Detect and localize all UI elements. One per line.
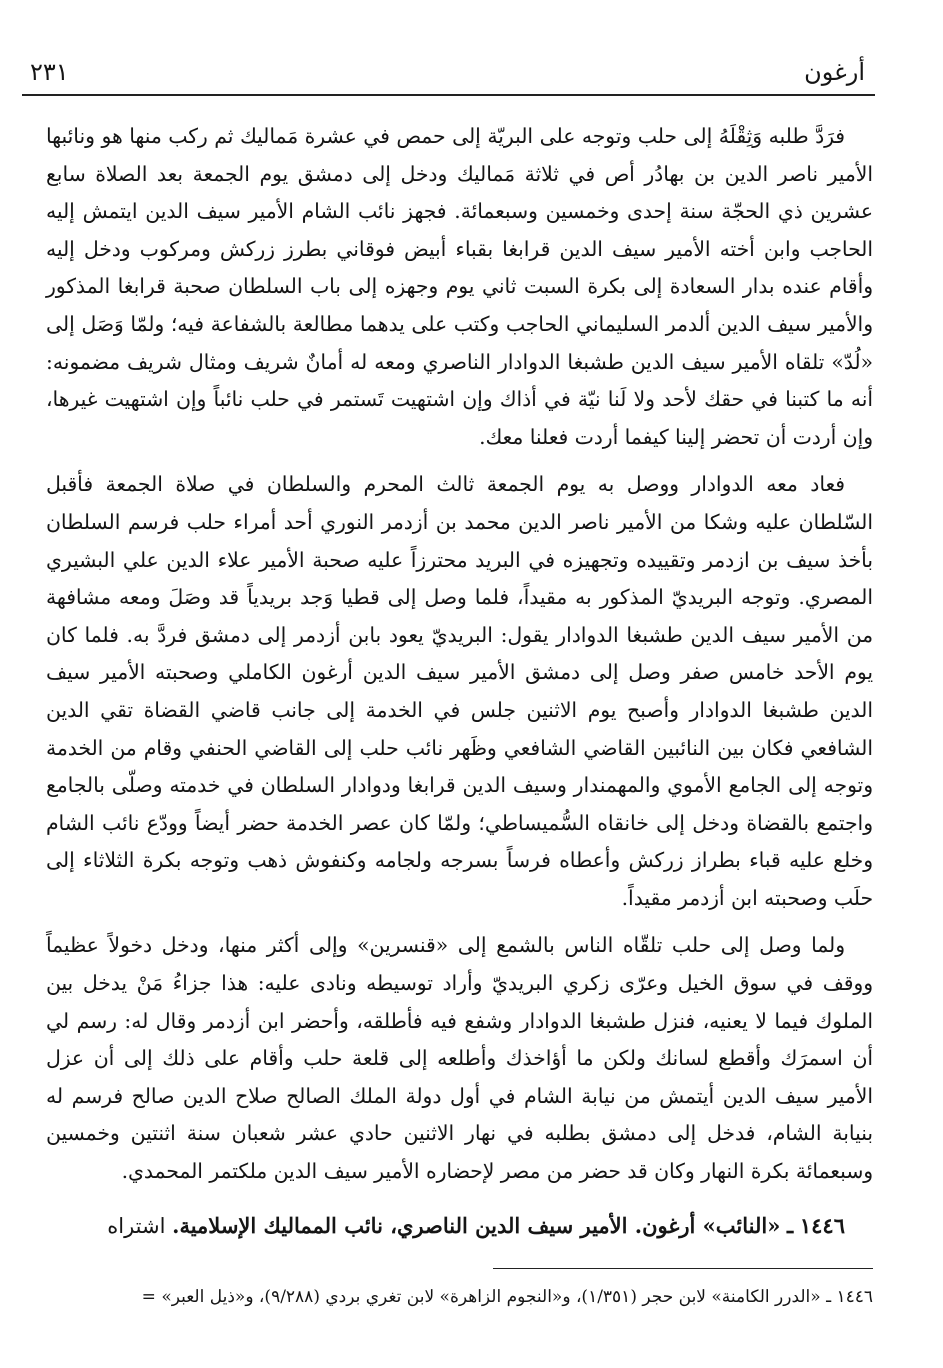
running-title: أرغون	[804, 58, 865, 86]
body-text	[46, 118, 873, 1245]
paragraph-2: فعاد معه الدوادار ووصل به يوم الجمعة ثالث المحرم والسلطان في صلاة الجمعة فأقبل السّلطان عليه وشكا من الأمير ناصر الدين محمد بن أزدمر النوري أحد أمراء حلب فرسم السلطان بأخذ سيف بن ازدمر وتقييده وتجهيزه في البريد محترزاً عليه صحبة الأمير علاء الدين علي البشيري المصري. وتوجه البريديّ المذكور به مقيداً، فلما وصل إلى قطيا وَجد بريدياً قد وصَلَ ومعه مشافهة من الأمير سيف الدين طشبغا الدوادار يقول: البريديّ يعود بابن أزدمر إلى دمشق فردَّ به. فلما كان يوم الأحد خامس صفر وصل إلى دمشق الأمير سيف الدين أرغون الكاملي وصحبته الأمير سيف الدين طشبغا الدوادار وأصبح يوم الاثنين جلس في الخدمة إلى جانب قاضي القضاة تقي الدين الشافعي فكان بين النائبين القاضي الشافعي وظَهر نائب حلب إلى القاضي الحنفي وقام من الخدمة وتوجه إلى الجامع الأموي والمهمندار وسيف الدين قرابغا ودوادار السلطان في خدمته وصلّى بالجامع واجتمع بالقضاة ودخل إلى خانقاه السُّميساطي؛ ولمّا كان عصر الخدمة حضر أيضاً وودّع نائب الشام وخلع عليه قباء بطراز زركش وأعطاه فرساً بسرجه ولجامه وكنفوش ذهب وتوجه بكرة الثلاثاء إلى حلَب وصحبته ابن أزدمر مقيداً.	[46, 472, 873, 910]
entry-continuation: اشتراه	[107, 1213, 166, 1238]
entry-number: ١٤٤٦	[799, 1212, 845, 1238]
header-rule	[22, 94, 875, 96]
paragraph-1: فرَدَّ طلبه وَثِقْلَهُ إلى حلب وتوجه على البريّة إلى حمص في عشرة مَماليك ثم ركب منها هو ونائبها الأمير ناصر الدين بن بهادُر أص في ثلاثة مَماليك ودخل إلى دمشق يوم الجمعة بعد الصلاة سابع عشرين ذي الحجّة سنة إحدى وخمسين وسبعمائة. فجهز نائب الشام الأمير سيف الدين ايتمش إليه الحاجب وابن أخته الأمير سيف الدين قرابغا بقباء أبيض فوقاني بطرز زركش ومركوب ودخل إليه وأقام عنده بدار السعادة إلى بكرة السبت ثاني يوم وجهزه إلى باب السلطان صحبة قرابغا المذكور والأمير سيف الدين ألدمر السليماني الحاجب وكتب على يدهما مطالعة بالشفاعة فيه؛ ولمّا وَصَل إلى «لُدّ» تلقاه الأمير سيف الدين طشبغا الدوادار الناصري ومعه له أمانٌ شريف ومثال شريف مضمونه: أنه ما كتبنا في حقك لأحد ولا لَنا نيّة في أذاك وإن اشتهيت تَستمر في حلب نائباً وإن اشتهيت غيرها، وإن أردت أن تحضر إلينا كيفما أردت فعلنا معك.	[46, 124, 873, 449]
footnote-rule	[493, 1268, 873, 1269]
page-number: ٢٣١	[30, 58, 69, 86]
entry-separator: ـ	[787, 1212, 794, 1238]
footnote: ١٤٤٦ ـ «الدرر الكامنة» لابن حجر (١/٣٥١)، و«النجوم الزاهرة» لابن تغري بردي (٩/٢٨٨)، و«ذيل العبر» =	[141, 1287, 873, 1307]
entry-heading: «النائب» أرغون. الأمير سيف الدين الناصري، نائب المماليك الإسلامية.	[172, 1212, 781, 1238]
page-header	[0, 52, 943, 92]
paragraph-3: ولما وصل إلى حلب تلقّاه الناس بالشمع إلى «قنسرين» وإلى أكثر منها، ودخل دخولاً عظيماً ووقف في سوق الخيل وعرّى زكري البريديّ وأراد توسيطه ونادى عليه: هذا جزاءُ مَنْ يدخل بين الملوك فيما لا يعنيه، فنزل طشبغا الدوادار وشفع فيه فأطلقه، وأحضر ابن أزدمر وقال له: رسم لي أن اسمرَك وأقطع لسانك ولكن ما أؤاخذك وأطلعه إلى قلعة حلب وأقام على ذلك إلى أن عزل الأمير سيف الدين أيتمش من نيابة الشام في أول دولة الملك الصالح صلاح الدين صالح فرسم له بنيابة الشام، فدخل إلى دمشق بطلبه في نهار الاثنين حادي عشر شعبان سنة اثنتين وخمسين وسبعمائة بكرة النهار وكان قد حضر من مصر لإحضاره الأمير سيف الدين ملكتمر المحمدي.	[46, 933, 873, 1184]
biography-entry	[46, 1207, 873, 1245]
